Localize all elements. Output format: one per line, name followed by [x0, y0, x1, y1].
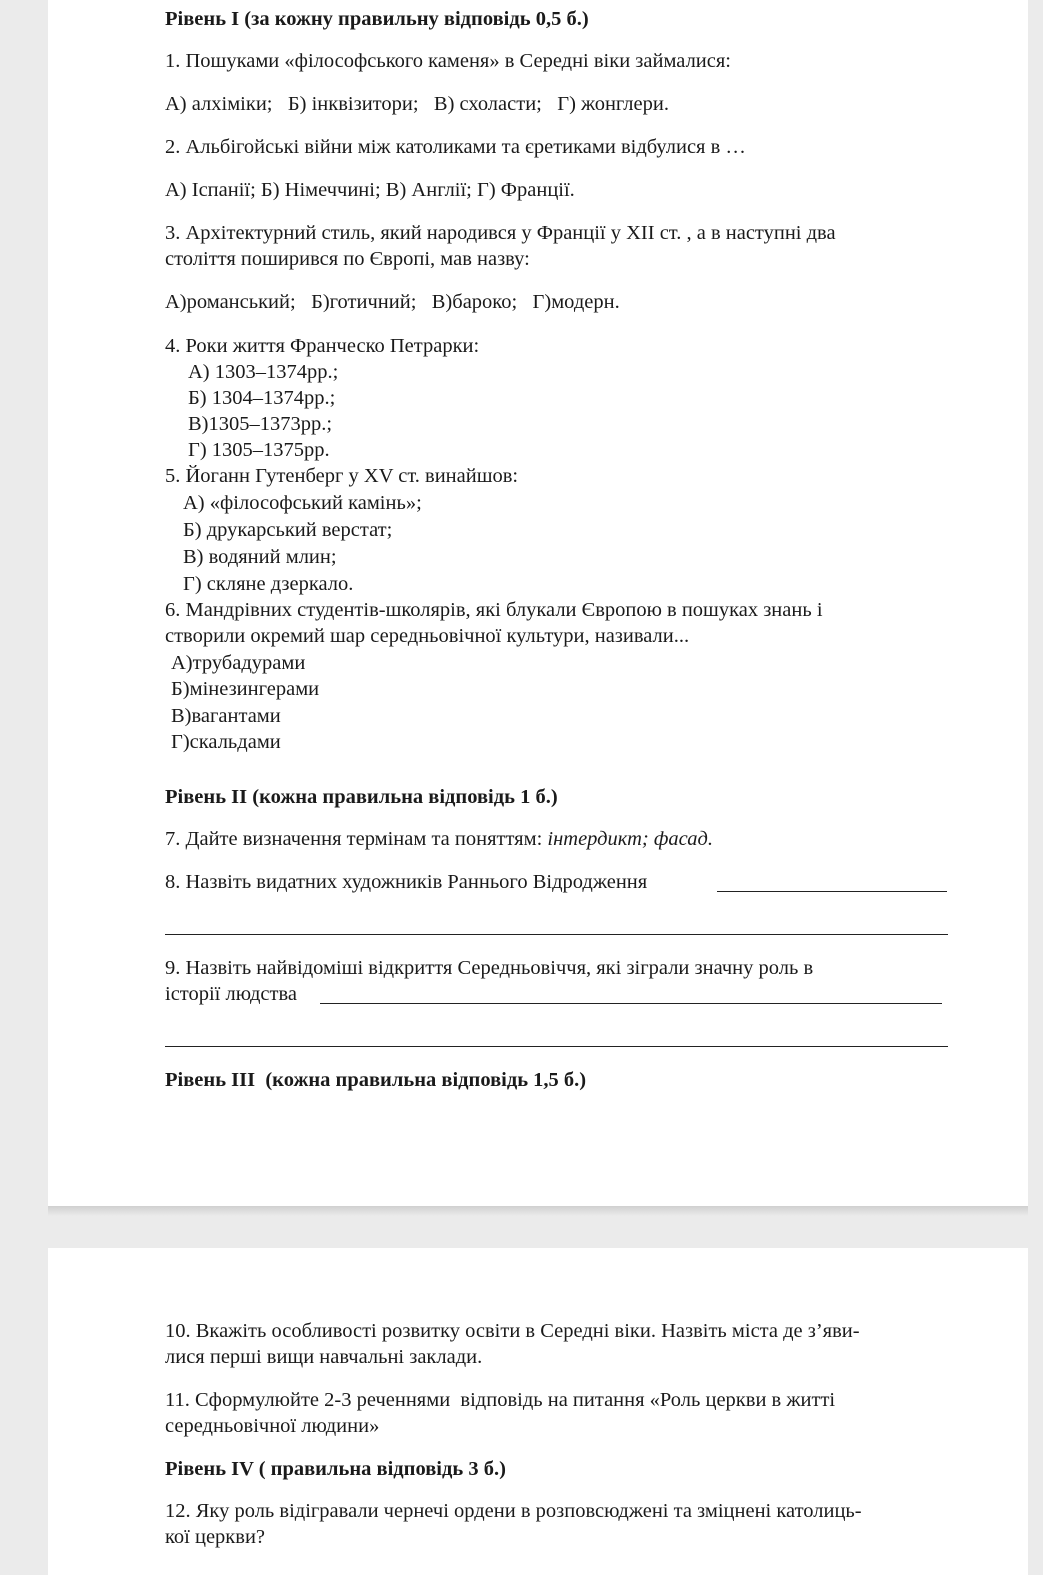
q12-question-line2: кої церкви? — [165, 1526, 266, 1548]
q7-terms: інтердикт; фасад. — [547, 828, 713, 850]
level2-heading: Рівень ІІ (кожна правильна відповідь 1 б.) — [165, 786, 558, 808]
q1-options: А) алхіміки; Б) інквізитори; В) схоласти; Г) жонглери. — [165, 93, 669, 115]
q6-question-line2: створили окремий шар середньовічної культури, називали... — [165, 625, 690, 647]
q8-answer-blank[interactable] — [717, 891, 947, 892]
q4-option-b: Б) 1304–1374рр.; — [188, 387, 336, 409]
q9-answer-blank-2[interactable] — [165, 1046, 948, 1047]
level1-heading: Рівень І (за кожну правильну відповідь 0,5 б.) — [165, 8, 589, 30]
level3-heading: Рівень ІІІ (кожна правильна відповідь 1,5 б.) — [165, 1069, 587, 1091]
q5-option-d: Г) скляне дзеркало. — [183, 573, 354, 595]
q11-question-line1: 11. Сформулюйте 2-3 реченнями відповідь на питання «Роль церкви в житті — [165, 1389, 836, 1411]
q4-option-d: Г) 1305–1375рр. — [188, 439, 330, 461]
q9-question-line1: 9. Назвіть найвідоміші відкриття Середньовіччя, які зіграли значну роль в — [165, 957, 814, 979]
page-separator — [48, 1206, 1028, 1216]
q10-question-line2: лися перші вищи навчальні заклади. — [165, 1346, 483, 1368]
q4-question: 4. Роки життя Франческо Петрарки: — [165, 335, 480, 357]
q3-question-line2: століття поширився по Європі, мав назву: — [165, 248, 530, 270]
q5-option-c: В) водяний млин; — [183, 546, 337, 568]
q5-question: 5. Йоганн Гутенберг у XV ст. винайшов: — [165, 465, 519, 487]
q3-question-line1: 3. Архітектурний стиль, який народився у Франції у XII ст. , а в наступні два — [165, 222, 836, 244]
q6-question-line1: 6. Мандрівних студентів-школярів, які блукали Європою в пошуках знань і — [165, 599, 823, 621]
q10-question-line1: 10. Вкажіть особливості розвитку освіти в Середні віки. Назвіть міста де з’яви- — [165, 1320, 860, 1342]
q7-question — [165, 826, 713, 852]
q2-options: А) Іспанії; Б) Німеччині; В) Англії; Г) Франції. — [165, 179, 575, 201]
q6-option-c: В)вагантами — [171, 705, 281, 727]
q11-question-line2: середньовічної людини» — [165, 1415, 380, 1437]
level4-heading: Рівень IV ( правильна відповідь 3 б.) — [165, 1458, 506, 1480]
q9-answer-blank[interactable] — [320, 1003, 942, 1004]
q2-question: 2. Альбігойські війни між католиками та єретиками відбулися в … — [165, 136, 746, 158]
q6-option-b: Б)мінезингерами — [171, 678, 320, 700]
q12-question-line1: 12. Яку роль відігравали чернечі ордени в розповсюджені та зміцнені католиць- — [165, 1500, 862, 1522]
q8-answer-blank-2[interactable] — [165, 934, 948, 935]
q9-question-line2: історії людства — [165, 983, 297, 1005]
q5-option-a: А) «філософський камінь»; — [183, 492, 422, 514]
q8-question: 8. Назвіть видатних художників Раннього Відродження — [165, 871, 648, 893]
q4-option-c: В)1305–1373рр.; — [188, 413, 333, 435]
q6-option-d: Г)скальдами — [171, 731, 281, 753]
q1-question: 1. Пошуками «філософського каменя» в Середні віки займалися: — [165, 50, 732, 72]
q6-option-a: А)трубадурами — [171, 652, 306, 674]
q3-options: А)романський; Б)готичний; В)бароко; Г)модерн. — [165, 291, 620, 313]
q4-option-a: А) 1303–1374рр.; — [188, 361, 339, 383]
q5-option-b: Б) друкарський верстат; — [183, 519, 393, 541]
q7-prefix: 7. Дайте визначення термінам та поняттям: — [165, 828, 548, 850]
